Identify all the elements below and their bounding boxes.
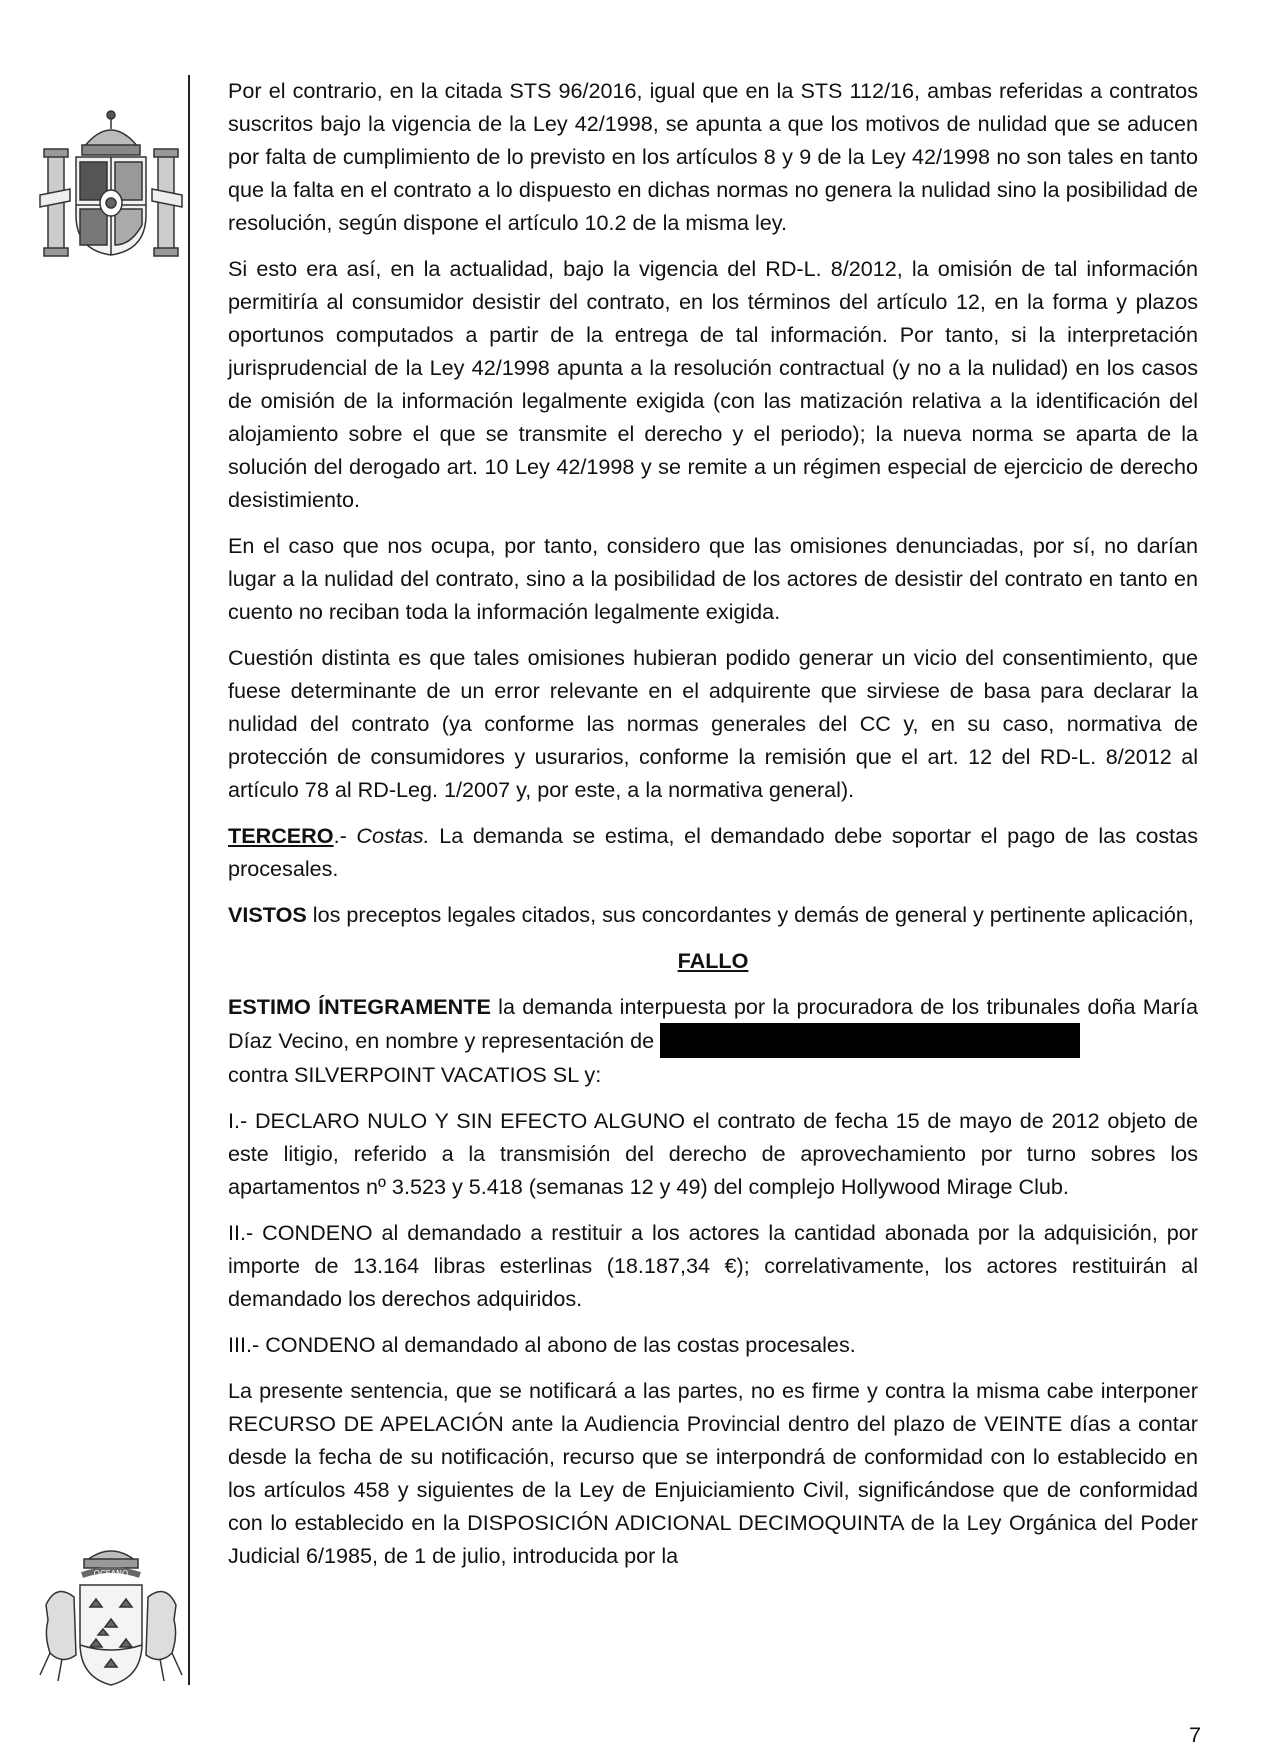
canary-ribbon-text: OCEANO <box>93 1569 129 1578</box>
estimo-tail: contra SILVERPOINT VACATIOS SL y: <box>228 1062 602 1087</box>
tercero-separator: .- <box>333 823 357 848</box>
canary-islands-coat-of-arms-icon <box>36 1535 186 1690</box>
margin-rule <box>188 75 190 1685</box>
fallo-heading <box>228 944 1198 977</box>
tercero-label: TERCERO <box>228 823 334 848</box>
fallo-item-2: II.- CONDENO al demandado a restituir a los actores la cantidad abonada por la adquisición, por importe de 13.164 libras esterlinas (18.187,34 €); correlativamente, los actores restituirán al demandado los derechos adquiridos. <box>228 1220 1198 1311</box>
paragraph-tercero-costas <box>228 819 1198 885</box>
paragraph-sts-nulidad: Por el contrario, en la citada STS 96/2016, igual que en la STS 112/16, ambas referidas a contratos suscritos bajo la vigencia de la Ley 42/1998, se apunta a que los motivos de nulidad que se aducen por falta de cumplimiento de lo previsto en los artículos 8 y 9 de la Ley 42/1998 no son tales en tanto que la falta en el contrato a lo dispuesto en dichas normas no genera la nulidad sino la posibilidad de resolución, según dispone el artículo 10.2 de la misma ley. <box>228 78 1198 235</box>
document-body <box>228 74 1198 1585</box>
paragraph-estimo <box>228 990 1198 1091</box>
tercero-text: La demanda se estima, el demandado debe soportar el pago de las costas procesales. <box>228 823 1198 881</box>
estimo-label: ESTIMO ÍNTEGRAMENTE <box>228 994 491 1019</box>
estimo-text: la demanda interpuesta por la procuradora de los tribunales doña María Díaz Vecino, en nombre y representación de <box>228 994 1199 1053</box>
paragraph-vistos <box>228 898 1198 931</box>
fallo-item-3: III.- CONDENO al demandado al abono de las costas procesales. <box>228 1332 856 1357</box>
page-number: 7 <box>1188 1722 1201 1747</box>
tercero-topic: Costas. <box>356 823 430 848</box>
paragraph-rdl-desistimiento: Si esto era así, en la actualidad, bajo la vigencia del RD-L. 8/2012, la omisión de tal información permitiría al consumidor desistir del contrato, en los términos del artículo 12, en la forma y plazos oportunos computados a partir de la entrega de tal información. Por tanto, si la interpretación jurisprudencial de la Ley 42/1998 apunta a la resolución contractual (y no a la nulidad) en los casos de omisión de la información legalmente exigida (con las matización relativa a la identificación del alojamiento sobre el que se transmite el derecho y el periodo); la nueva norma se aparta de la solución del derogado art. 10 Ley 42/1998 y se remite a un régimen especial de ejercicio de derecho desistimiento. <box>228 256 1198 512</box>
fallo-item-1: I.- DECLARO NULO Y SIN EFECTO ALGUNO el contrato de fecha 15 de mayo de 2012 objeto de este litigio, referido a la transmisión del derecho de aprovechamiento por turno sobres los apartamentos nº 3.523 y 5.418 (semanas 12 y 49) del complejo Hollywood Mirage Club. <box>228 1108 1198 1199</box>
paragraph-vicio-consentimiento: Cuestión distinta es que tales omisiones hubieran podido generar un vicio del consentimiento, que fuese determinante de un error relevante en el adquirente que sirviese de basa para declarar la nulidad del contrato (ya conforme las normas generales del CC y, en su caso, normativa de protección de consumidores y usurarios, conforme la remisión que el art. 12 del RD-L. 8/2012 al artículo 78 al RD-Leg. 1/2007 y, por este, a la normativa general). <box>228 645 1198 802</box>
redacted-block <box>660 1023 1080 1058</box>
fallo-heading-text: FALLO <box>677 948 749 973</box>
vistos-label: VISTOS <box>228 902 307 927</box>
paragraph-recurso: La presente sentencia, que se notificará a las partes, no es firme y contra la misma cabe interponer RECURSO DE APELACIÓN ante la Audiencia Provincial dentro del plazo de VEINTE días a contar desde la fecha de su notificación, recurso que se interpondrá de conformidad con lo establecido en los artículos 458 y siguientes de la Ley de Enjuiciamiento Civil, significándose que de conformidad con lo establecido en la DISPOSICIÓN ADICIONAL DECIMOQUINTA de la Ley Orgánica del Poder Judicial 6/1985, de 1 de julio, introducida por la <box>228 1378 1198 1568</box>
vistos-text: los preceptos legales citados, sus concordantes y demás de general y pertinente aplicación, <box>306 902 1194 927</box>
spain-coat-of-arms-icon <box>36 105 186 260</box>
paragraph-omisiones: En el caso que nos ocupa, por tanto, considero que las omisiones denunciadas, por sí, no darían lugar a la nulidad del contrato, sino a la posibilidad de los actores de desistir del contrato en tanto en cuento no reciban toda la información legalmente exigida. <box>228 533 1198 624</box>
